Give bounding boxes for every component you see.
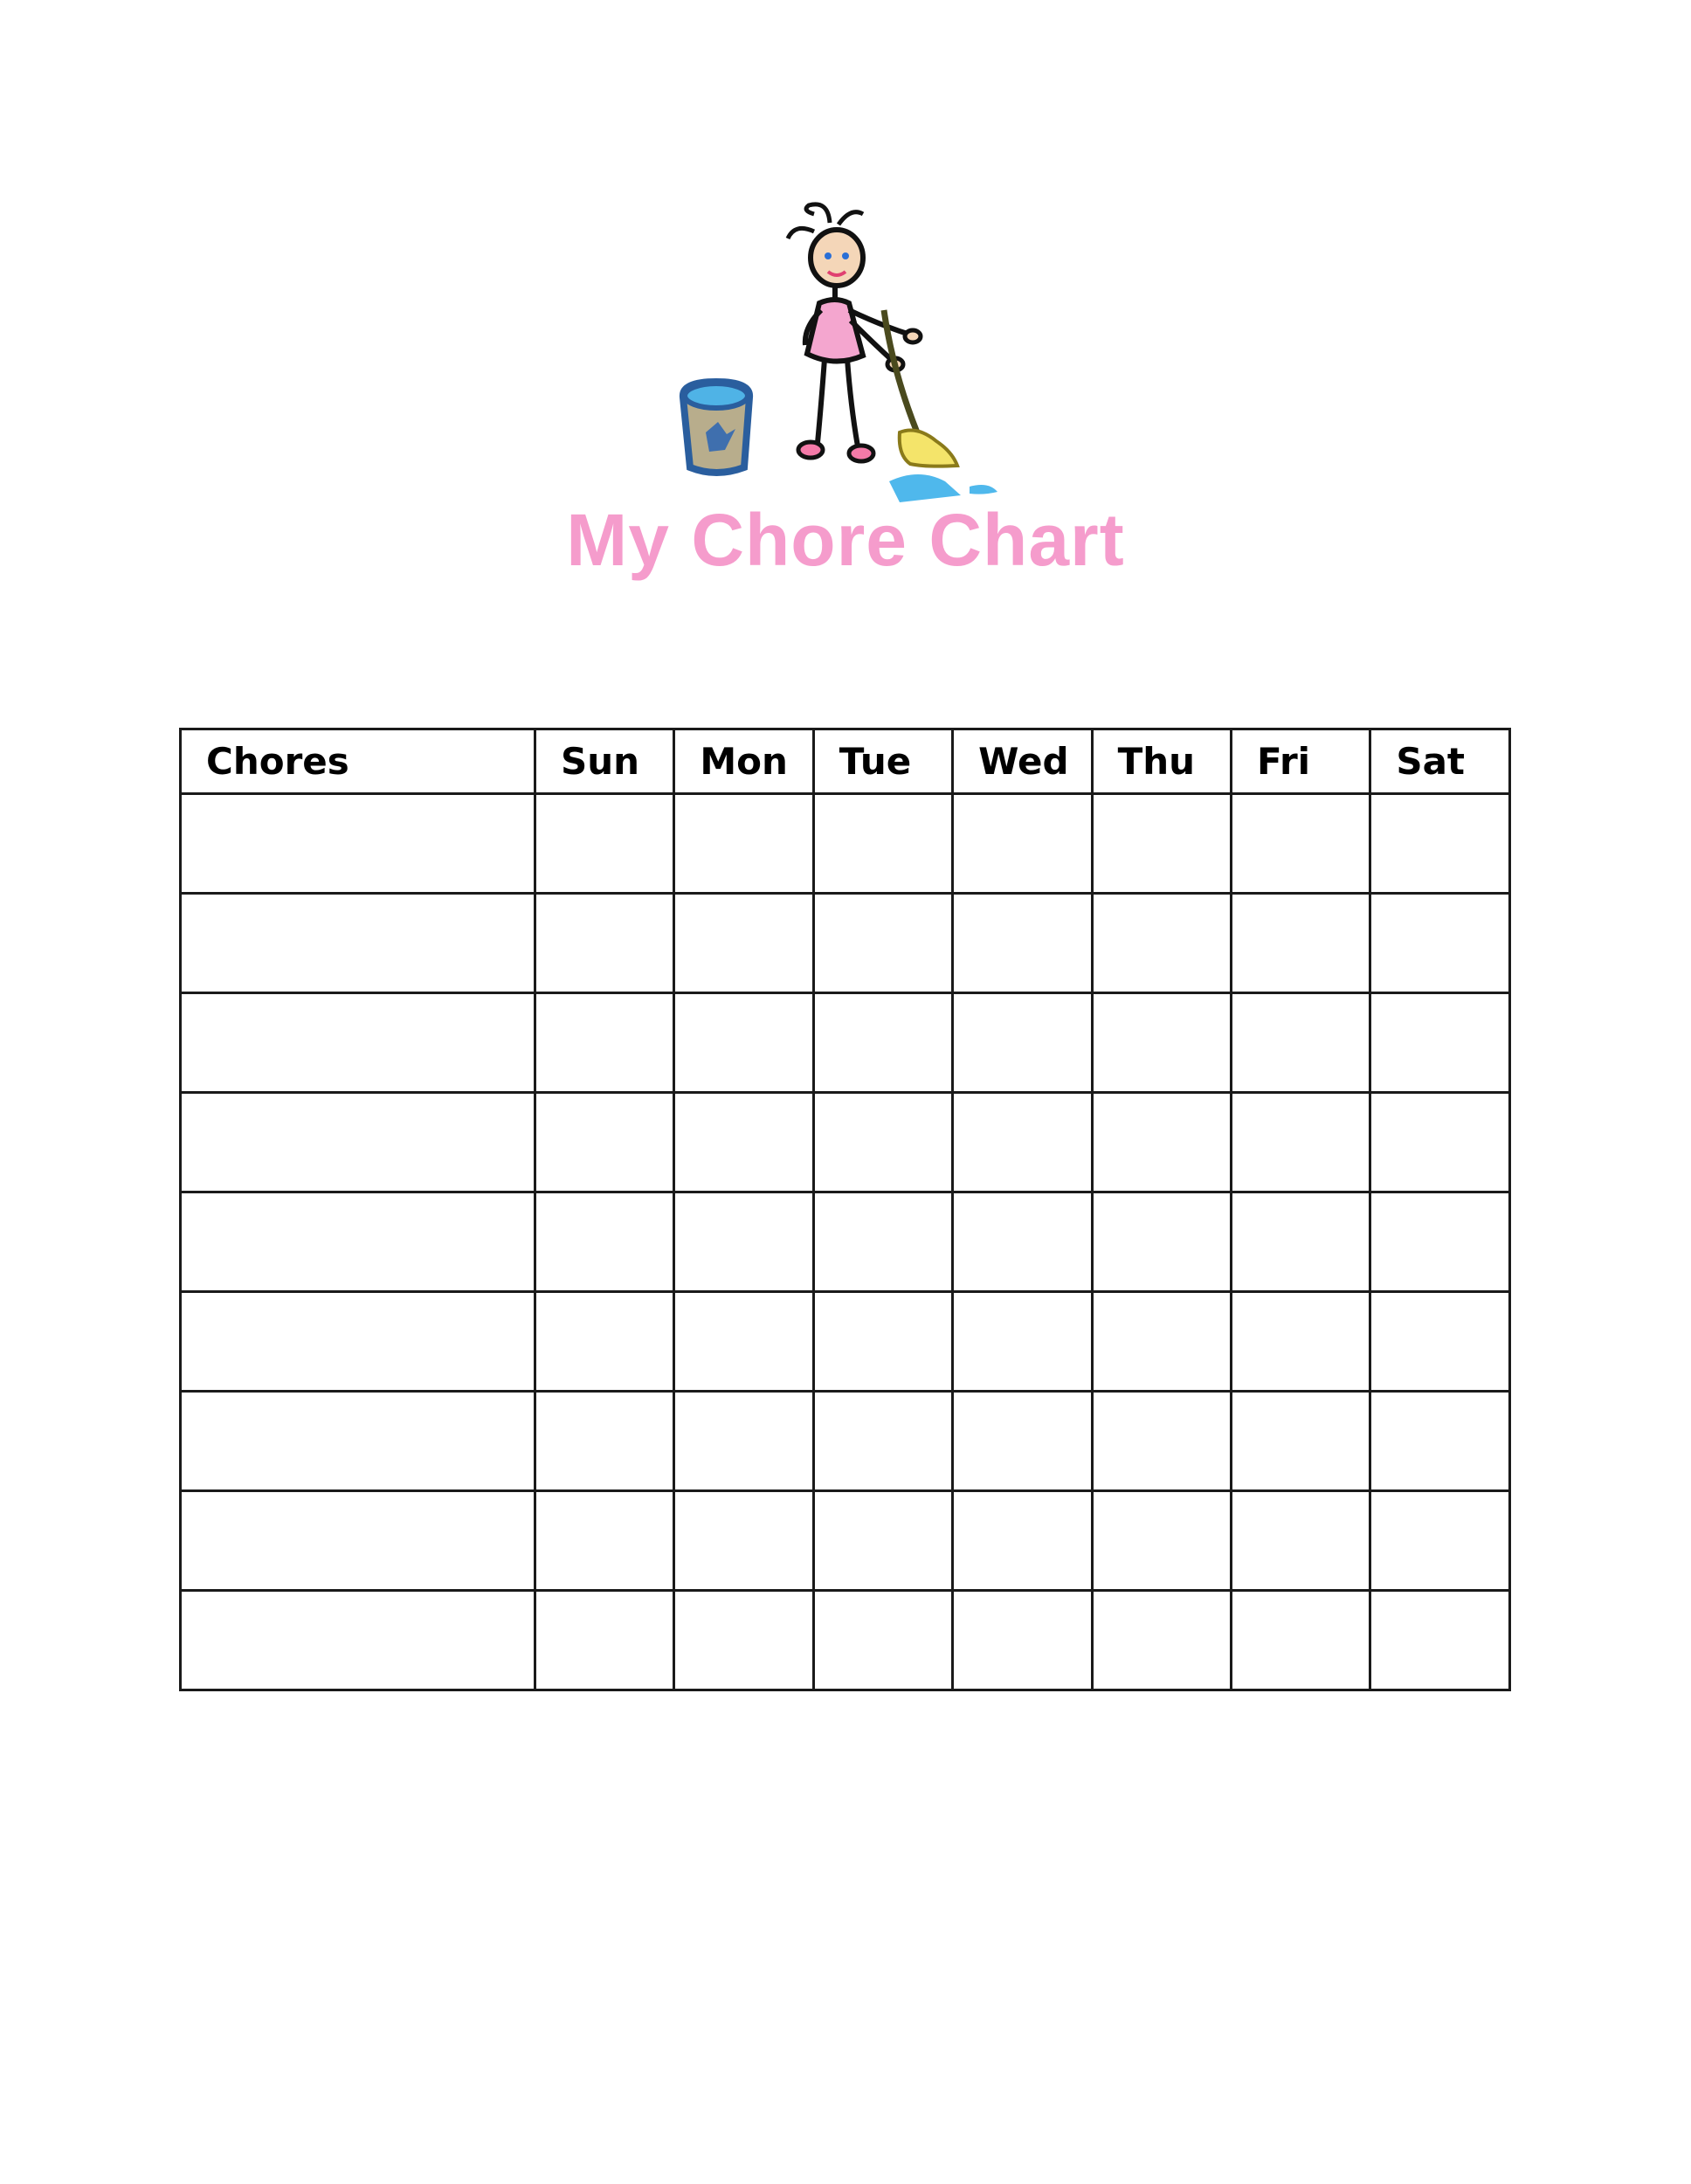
day-checkbox-cell[interactable] <box>953 993 1092 1093</box>
day-checkbox-cell[interactable] <box>535 1591 674 1690</box>
day-checkbox-cell[interactable] <box>813 794 952 894</box>
day-checkbox-cell[interactable] <box>535 1192 674 1292</box>
day-checkbox-cell[interactable] <box>1370 794 1509 894</box>
table-row <box>181 1392 1510 1491</box>
day-checkbox-cell[interactable] <box>535 1392 674 1491</box>
day-checkbox-cell[interactable] <box>535 894 674 993</box>
chore-name-cell[interactable] <box>181 1192 535 1292</box>
day-checkbox-cell[interactable] <box>1092 1392 1231 1491</box>
table-header-row <box>181 729 1510 794</box>
day-checkbox-cell[interactable] <box>674 1392 813 1491</box>
day-checkbox-cell[interactable] <box>674 894 813 993</box>
day-checkbox-cell[interactable] <box>813 894 952 993</box>
chore-name-cell[interactable] <box>181 993 535 1093</box>
day-checkbox-cell[interactable] <box>1370 1392 1509 1491</box>
day-checkbox-cell[interactable] <box>1370 1093 1509 1192</box>
header-mon: Mon <box>674 729 813 794</box>
day-checkbox-cell[interactable] <box>674 1491 813 1591</box>
chore-name-cell[interactable] <box>181 1292 535 1392</box>
day-checkbox-cell[interactable] <box>674 1192 813 1292</box>
table-row <box>181 1591 1510 1690</box>
day-checkbox-cell[interactable] <box>1231 1392 1370 1491</box>
day-checkbox-cell[interactable] <box>1370 894 1509 993</box>
day-checkbox-cell[interactable] <box>953 1591 1092 1690</box>
day-checkbox-cell[interactable] <box>813 1591 952 1690</box>
girl-figure-icon <box>788 204 921 461</box>
day-checkbox-cell[interactable] <box>535 1292 674 1392</box>
day-checkbox-cell[interactable] <box>953 1192 1092 1292</box>
girl-mopping-illustration-icon <box>664 188 1031 511</box>
day-checkbox-cell[interactable] <box>535 993 674 1093</box>
table-row <box>181 1192 1510 1292</box>
day-checkbox-cell[interactable] <box>1231 1491 1370 1591</box>
chore-chart-table <box>179 728 1511 1691</box>
mop-icon <box>884 310 997 502</box>
day-checkbox-cell[interactable] <box>953 894 1092 993</box>
day-checkbox-cell[interactable] <box>1092 1491 1231 1591</box>
day-checkbox-cell[interactable] <box>813 1192 952 1292</box>
table-row <box>181 894 1510 993</box>
day-checkbox-cell[interactable] <box>1231 1093 1370 1192</box>
day-checkbox-cell[interactable] <box>1231 1292 1370 1392</box>
day-checkbox-cell[interactable] <box>953 1292 1092 1392</box>
table-row <box>181 993 1510 1093</box>
day-checkbox-cell[interactable] <box>1231 794 1370 894</box>
table-row <box>181 1093 1510 1192</box>
header-chores: Chores <box>181 729 535 794</box>
table-row <box>181 1491 1510 1591</box>
day-checkbox-cell[interactable] <box>535 1491 674 1591</box>
day-checkbox-cell[interactable] <box>674 993 813 1093</box>
day-checkbox-cell[interactable] <box>953 1093 1092 1192</box>
day-checkbox-cell[interactable] <box>813 1292 952 1392</box>
day-checkbox-cell[interactable] <box>813 1392 952 1491</box>
day-checkbox-cell[interactable] <box>535 1093 674 1192</box>
day-checkbox-cell[interactable] <box>1092 1192 1231 1292</box>
day-checkbox-cell[interactable] <box>1092 1093 1231 1192</box>
table-row <box>181 1292 1510 1392</box>
day-checkbox-cell[interactable] <box>674 1292 813 1392</box>
day-checkbox-cell[interactable] <box>1231 993 1370 1093</box>
day-checkbox-cell[interactable] <box>1370 1292 1509 1392</box>
header-sun: Sun <box>535 729 674 794</box>
day-checkbox-cell[interactable] <box>813 1491 952 1591</box>
table-row <box>181 794 1510 894</box>
day-checkbox-cell[interactable] <box>1092 1591 1231 1690</box>
day-checkbox-cell[interactable] <box>1231 894 1370 993</box>
day-checkbox-cell[interactable] <box>1092 1292 1231 1392</box>
day-checkbox-cell[interactable] <box>1370 1491 1509 1591</box>
day-checkbox-cell[interactable] <box>813 1093 952 1192</box>
day-checkbox-cell[interactable] <box>1370 993 1509 1093</box>
chore-name-cell[interactable] <box>181 1591 535 1690</box>
day-checkbox-cell[interactable] <box>1231 1192 1370 1292</box>
day-checkbox-cell[interactable] <box>674 1591 813 1690</box>
day-checkbox-cell[interactable] <box>674 1093 813 1192</box>
day-checkbox-cell[interactable] <box>1092 894 1231 993</box>
day-checkbox-cell[interactable] <box>1370 1591 1509 1690</box>
day-checkbox-cell[interactable] <box>953 794 1092 894</box>
page-title: My Chore Chart <box>566 499 1125 581</box>
chore-name-cell[interactable] <box>181 1491 535 1591</box>
day-checkbox-cell[interactable] <box>813 993 952 1093</box>
header-fri: Fri <box>1231 729 1370 794</box>
day-checkbox-cell[interactable] <box>1092 993 1231 1093</box>
day-checkbox-cell[interactable] <box>1231 1591 1370 1690</box>
chore-name-cell[interactable] <box>181 894 535 993</box>
day-checkbox-cell[interactable] <box>674 794 813 894</box>
header-tue: Tue <box>813 729 952 794</box>
day-checkbox-cell[interactable] <box>953 1491 1092 1591</box>
header-wed: Wed <box>953 729 1092 794</box>
chore-name-cell[interactable] <box>181 1093 535 1192</box>
header-thu: Thu <box>1092 729 1231 794</box>
day-checkbox-cell[interactable] <box>1092 794 1231 894</box>
chore-name-cell[interactable] <box>181 1392 535 1491</box>
chore-name-cell[interactable] <box>181 794 535 894</box>
day-checkbox-cell[interactable] <box>535 794 674 894</box>
header-sat: Sat <box>1370 729 1509 794</box>
day-checkbox-cell[interactable] <box>953 1392 1092 1491</box>
bucket-icon <box>683 382 749 473</box>
day-checkbox-cell[interactable] <box>1370 1192 1509 1292</box>
